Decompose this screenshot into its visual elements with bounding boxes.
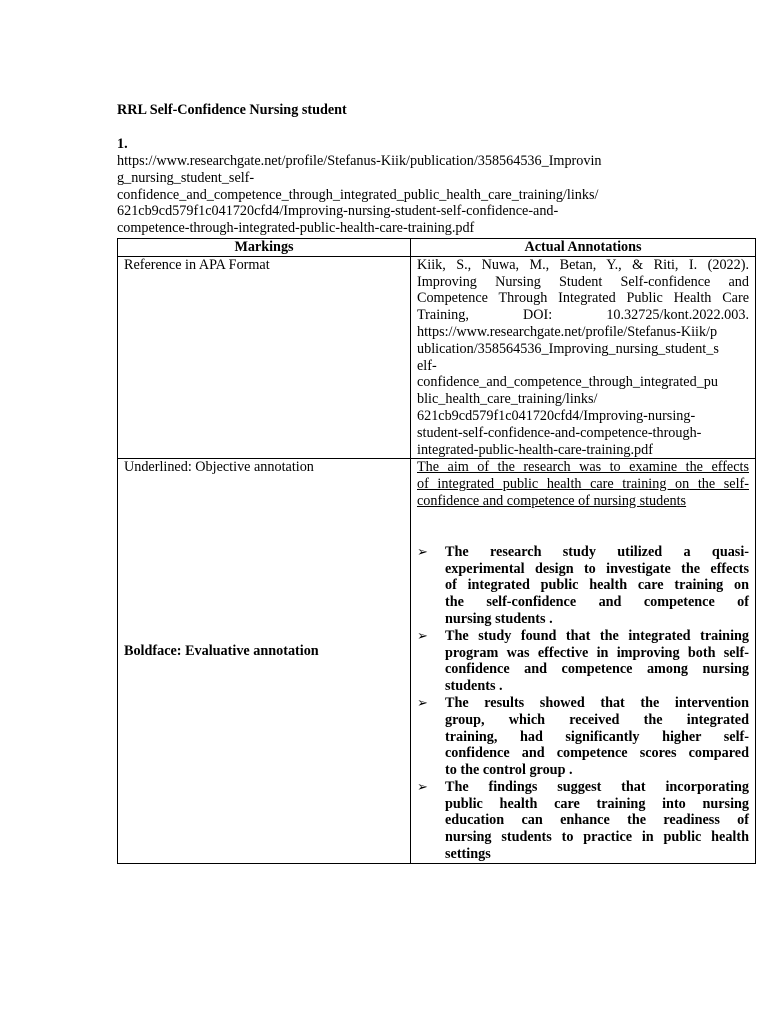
- url-line: 621cb9cd579f1c041720cfd4/Improving-nursing-student-self-confidence-and-: [117, 203, 559, 220]
- objective-line: The aim of the research was to examine the effects: [417, 459, 749, 476]
- document-title: RRL Self-Confidence Nursing student: [117, 102, 347, 118]
- bullet-line: settings: [445, 846, 491, 863]
- bullet-line: confidence and competence among nursing: [445, 661, 749, 678]
- bullet-line: students .: [445, 678, 503, 695]
- objective-annotation: [417, 459, 749, 509]
- reference-line: student-self-confidence-and-competence-through-: [417, 424, 702, 441]
- reference-line: https://www.researchgate.net/profile/Stefanus-Kiik/p: [417, 323, 718, 340]
- source-url[interactable]: [117, 153, 757, 237]
- url-line: competence-through-integrated-public-health-care-training.pdf: [117, 220, 475, 237]
- arrow-bullet-icon: ➢: [417, 628, 428, 644]
- reference-line: ublication/358564536_Improving_nursing_student_s: [417, 340, 719, 357]
- bullet-line: training, had significantly higher self-: [445, 728, 749, 745]
- bullet-line: The study found that the integrated training: [445, 627, 749, 644]
- url-line: g_nursing_student_self-: [117, 169, 255, 186]
- reference-line: elf-: [417, 357, 437, 374]
- bullet-line: The findings suggest that incorporating: [445, 778, 749, 795]
- arrow-bullet-icon: ➢: [417, 695, 428, 711]
- arrow-bullet-icon: ➢: [417, 544, 428, 560]
- marking-cell: [118, 459, 411, 864]
- bullet-line: group, which received the integrated: [445, 711, 749, 728]
- list-item: [417, 695, 749, 779]
- reference-line: confidence_and_competence_through_integrated_pu: [417, 374, 718, 391]
- bullet-line: to the control group .: [445, 762, 573, 779]
- annotation-table: [117, 238, 756, 864]
- url-line: https://www.researchgate.net/profile/Stefanus-Kiik/publication/358564536_Improvin: [117, 153, 602, 169]
- bullet-line: public health care training into nursing: [445, 795, 749, 812]
- reference-line: Improving Nursing Student Self-confidence and: [417, 273, 749, 290]
- table-row: [118, 459, 756, 864]
- url-line: confidence_and_competence_through_integrated_public_health_care_training/links/: [117, 186, 599, 203]
- bullet-line: experimental design to investigate the effects: [445, 560, 749, 577]
- reference-line: 621cb9cd579f1c041720cfd4/Improving-nursing-: [417, 407, 696, 424]
- document-page: [117, 102, 757, 864]
- list-item: [417, 628, 749, 695]
- objective-label: Underlined: Objective annotation: [124, 459, 314, 476]
- arrow-bullet-icon: ➢: [417, 779, 428, 795]
- bullet-line: education can enhance the readiness of: [445, 812, 749, 829]
- list-item: [417, 779, 749, 863]
- table-row: [118, 256, 756, 459]
- annotation-cell: [411, 256, 756, 459]
- bullet-line: of integrated public health care training on: [445, 577, 749, 594]
- evaluative-label: Boldface: Evaluative annotation: [124, 643, 319, 660]
- evaluative-list: [417, 544, 749, 863]
- objective-line: confidence and competence of nursing students: [417, 492, 687, 509]
- bullet-line: The results showed that the intervention: [445, 694, 749, 711]
- bullet-line: the self-confidence and competence of: [445, 594, 749, 611]
- reference-line: Competence Through Integrated Public Health Care: [417, 290, 749, 307]
- list-item: [417, 544, 749, 628]
- bullet-line: program was effective in improving both self-: [445, 644, 749, 661]
- table-header-row: [118, 238, 756, 256]
- header-actual-annotations: Actual Annotations: [411, 238, 756, 256]
- reference-line: blic_health_care_training/links/: [417, 391, 598, 408]
- bullet-line: confidence and competence scores compared: [445, 745, 749, 762]
- reference-line: Kiik, S., Nuwa, M., Betan, Y., & Riti, I. (2022).: [417, 256, 749, 273]
- header-markings: Markings: [118, 238, 411, 256]
- reference-line: Training, DOI: 10.32725/kont.2022.003.: [417, 307, 749, 324]
- objective-line: of integrated public health care training on the self-: [417, 476, 749, 493]
- bullet-line: nursing students .: [445, 610, 553, 627]
- annotation-cell: [411, 459, 756, 864]
- marking-cell: Reference in APA Format: [118, 256, 411, 459]
- reference-line: integrated-public-health-care-training.pdf: [417, 441, 653, 458]
- bullet-line: nursing students to practice in public health: [445, 829, 749, 846]
- bullet-line: The research study utilized a quasi-: [445, 543, 749, 560]
- item-number: 1.: [117, 136, 128, 152]
